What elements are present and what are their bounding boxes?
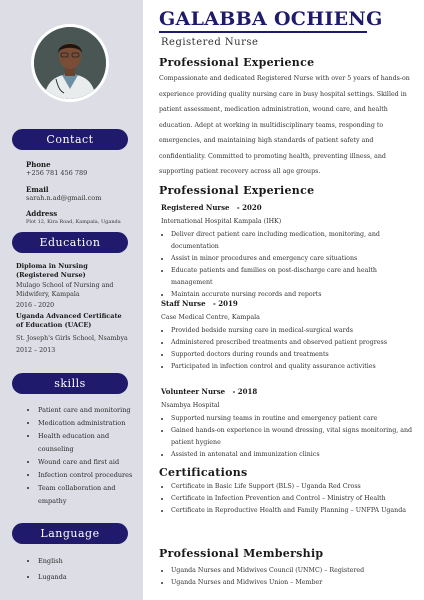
list-item: • Assisted in antenatal and immunization clinics: [171, 449, 414, 461]
list-item: • Administered prescribed treatments and observed patient progress: [171, 337, 414, 349]
profile-photo: [31, 24, 109, 102]
address-value: Plot 12, Kira Road, Kampala, Uganda: [26, 219, 121, 225]
job-org: Nsambya Hospital: [161, 402, 220, 409]
list-item: • Wound care and first aid: [38, 456, 142, 469]
list-item: • Certificate in Infection Prevention and Control – Ministry of Health: [171, 493, 414, 505]
job-bullets: [159, 325, 414, 373]
portrait-photo-icon: [34, 27, 106, 99]
job-bullets: [159, 413, 414, 461]
education-heading: Education: [12, 232, 128, 253]
contact-heading: Contact: [12, 129, 128, 150]
list-item: • Gained hands-on experience in wound dressing, vital signs monitoring, and patient hygiene: [171, 425, 414, 449]
list-item: • Maintain accurate nursing records and reports: [171, 289, 414, 301]
summary-heading: Professional Experience: [159, 56, 315, 69]
certifications-heading: Certifications: [159, 466, 248, 479]
candidate-name: GALABBA OCHIENG: [159, 8, 383, 30]
education-years: 2016 - 2020: [16, 302, 55, 309]
phone-value: +256 781 456 789: [26, 169, 88, 177]
skills-heading: skills: [12, 373, 128, 394]
list-item: • Patient care and monitoring: [38, 404, 142, 417]
list-item: • Luganda: [38, 569, 142, 585]
list-item: • Certificate in Basic Life Support (BLS) – Uganda Red Cross: [171, 481, 414, 493]
list-item: • Infection control procedures: [38, 469, 142, 482]
list-item: • Certificate in Reproductive Health and Family Planning – UNFPA Uganda: [171, 505, 414, 517]
education-title: Diploma in Nursing (Registered Nurse): [16, 262, 88, 279]
list-item: • Medication administration: [38, 417, 142, 430]
candidate-role: Registered Nurse: [161, 37, 259, 48]
list-item: • Participated in infection control and quality assurance activities: [171, 361, 414, 373]
list-item: • Uganda Nurses and Midwives Union – Member: [171, 577, 414, 589]
email-value: sarah.n.ad@gmail.com: [26, 194, 102, 202]
sidebar: [0, 0, 143, 600]
membership-list: [159, 565, 414, 589]
skills-list: [26, 404, 142, 508]
job-title: Volunteer Nurse - 2018: [161, 387, 258, 396]
list-item: • English: [38, 553, 142, 569]
list-item: • Team collaboration and empathy: [38, 482, 142, 508]
summary-text: Compassionate and dedicated Registered Nurse with over 5 years of hands-on experience providing quality nursing care in busy hospital settings. Skilled in patient assessment, medication administration, wound care, and health education. Adept at working in multidisciplinary teams, responding to emergencies, and maintaining high standards of patient safety and confidentiality. Committed to promoting health, preventing illness, and supporting patient recovery across all age groups.: [159, 75, 410, 175]
membership-heading: Professional Membership: [159, 547, 324, 560]
job-bullets: [159, 229, 414, 301]
list-item: • Deliver direct patient care including medication, monitoring, and documentation: [171, 229, 414, 253]
education-years: 2012 – 2013: [16, 347, 56, 354]
list-item: • Provided bedside nursing care in medical-surgical wards: [171, 325, 414, 337]
name-underline: [159, 31, 367, 33]
list-item: • Health education and counseling: [38, 430, 142, 456]
email-label: Email: [26, 185, 49, 194]
list-item: • Assist in minor procedures and emergency care situations: [171, 253, 414, 265]
language-list: [26, 553, 142, 585]
list-item: • Educate patients and families on post-discharge care and health management: [171, 265, 414, 289]
education-school: St. Joseph's Girls School, Nsambya: [16, 335, 128, 342]
education-title: Uganda Advanced Certificate of Education (UACE): [16, 312, 122, 329]
education-school: Mulago School of Nursing and Midwifery, Kampala: [16, 282, 114, 298]
address-label: Address: [26, 209, 58, 218]
job-org: Case Medical Centre, Kampala: [161, 314, 260, 321]
certifications-list: [159, 481, 414, 517]
language-heading: Language: [12, 523, 128, 544]
job-title: Staff Nurse - 2019: [161, 299, 238, 308]
experience-heading: Professional Experience: [159, 184, 315, 197]
job-title: Registered Nurse - 2020: [161, 203, 262, 212]
phone-label: Phone: [26, 160, 51, 169]
list-item: • Supported doctors during rounds and treatments: [171, 349, 414, 361]
list-item: • Supported nursing teams in routine and emergency patient care: [171, 413, 414, 425]
list-item: • Uganda Nurses and Midwives Council (UNMC) – Registered: [171, 565, 414, 577]
job-org: International Hospital Kampala (IHK): [161, 218, 282, 225]
